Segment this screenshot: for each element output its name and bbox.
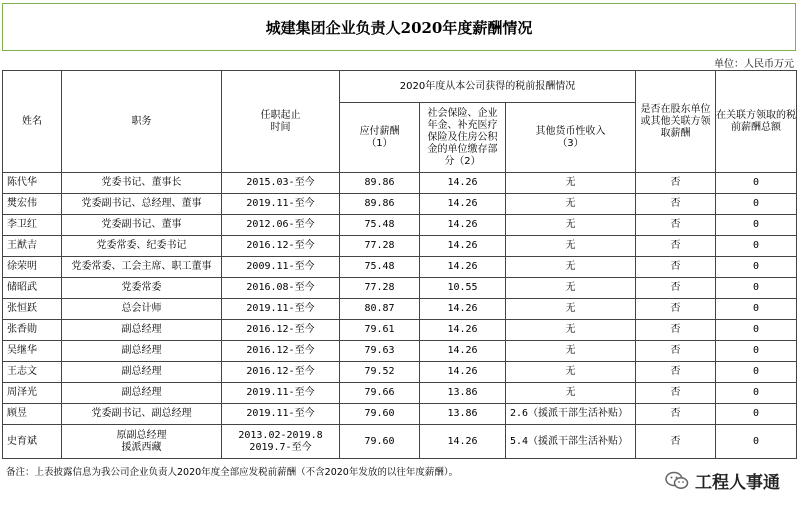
row-position: 副总经理 bbox=[62, 320, 222, 341]
row-social: 10.55 bbox=[420, 278, 506, 299]
table-row bbox=[3, 383, 797, 404]
row-other: 无 bbox=[506, 236, 636, 257]
row-other: 无 bbox=[506, 341, 636, 362]
row-social: 13.86 bbox=[420, 404, 506, 425]
row-name: 顾昱 bbox=[3, 404, 62, 425]
row-total: 0 bbox=[716, 236, 797, 257]
row-term: 2016.12-至今 bbox=[222, 341, 340, 362]
row-term: 2019.11-至今 bbox=[222, 404, 340, 425]
row-other: 无 bbox=[506, 194, 636, 215]
header-name: 姓名 bbox=[3, 71, 62, 173]
brand-name: 工程人事通 bbox=[695, 473, 780, 493]
row-total: 0 bbox=[716, 341, 797, 362]
row-flag: 否 bbox=[636, 236, 716, 257]
row-position: 副总经理 bbox=[62, 362, 222, 383]
row-social: 14.26 bbox=[420, 257, 506, 278]
row-name: 周泽光 bbox=[3, 383, 62, 404]
row-position: 党委副书记、副总经理 bbox=[62, 404, 222, 425]
table-row bbox=[3, 215, 797, 236]
row-term: 2019.11-至今 bbox=[222, 299, 340, 320]
row-name: 吴继华 bbox=[3, 341, 62, 362]
row-flag: 否 bbox=[636, 194, 716, 215]
table-row bbox=[3, 425, 797, 459]
row-position: 党委常委 bbox=[62, 278, 222, 299]
wechat-icon bbox=[665, 471, 689, 491]
row-other: 无 bbox=[506, 257, 636, 278]
row-salary: 89.86 bbox=[340, 173, 420, 194]
row-name: 史育斌 bbox=[3, 425, 62, 459]
row-term: 2019.11-至今 bbox=[222, 383, 340, 404]
row-position: 党委副书记、董事 bbox=[62, 215, 222, 236]
header-salary: 应付薪酬（1） bbox=[340, 103, 420, 173]
row-position: 党委书记、董事长 bbox=[62, 173, 222, 194]
header-group: 2020年度从本公司获得的税前报酬情况 bbox=[340, 71, 636, 103]
row-social: 13.86 bbox=[420, 383, 506, 404]
table-row bbox=[3, 404, 797, 425]
header-related-flag: 是否在股东单位或其他关联方领取薪酬 bbox=[636, 71, 716, 173]
row-social: 14.26 bbox=[420, 362, 506, 383]
row-total: 0 bbox=[716, 278, 797, 299]
row-term: 2013.02-2019.8 2019.7-至今 bbox=[222, 425, 340, 459]
row-total: 0 bbox=[716, 257, 797, 278]
row-other: 2.6（援派干部生活补贴） bbox=[506, 404, 636, 425]
header-other: 其他货币性收入（3） bbox=[506, 103, 636, 173]
row-salary: 79.60 bbox=[340, 425, 420, 459]
row-term: 2019.11-至今 bbox=[222, 194, 340, 215]
row-other: 无 bbox=[506, 362, 636, 383]
row-other: 无 bbox=[506, 299, 636, 320]
row-name: 燓宏伟 bbox=[3, 194, 62, 215]
row-flag: 否 bbox=[636, 215, 716, 236]
row-salary: 79.63 bbox=[340, 341, 420, 362]
row-term: 2016.08-至今 bbox=[222, 278, 340, 299]
table-row bbox=[3, 173, 797, 194]
row-social: 14.26 bbox=[420, 173, 506, 194]
row-flag: 否 bbox=[636, 362, 716, 383]
salary-table bbox=[2, 70, 797, 459]
row-total: 0 bbox=[716, 299, 797, 320]
row-total: 0 bbox=[716, 194, 797, 215]
row-flag: 否 bbox=[636, 383, 716, 404]
row-social: 14.26 bbox=[420, 215, 506, 236]
row-salary: 75.48 bbox=[340, 257, 420, 278]
brand-mark bbox=[665, 468, 780, 493]
row-other: 无 bbox=[506, 383, 636, 404]
row-salary: 89.86 bbox=[340, 194, 420, 215]
table-row bbox=[3, 341, 797, 362]
row-name: 王志文 bbox=[3, 362, 62, 383]
table-row bbox=[3, 278, 797, 299]
row-position: 副总经理 bbox=[62, 341, 222, 362]
unit-label: 单位：人民币万元 bbox=[714, 59, 794, 70]
row-name: 张香勋 bbox=[3, 320, 62, 341]
table-row bbox=[3, 194, 797, 215]
row-flag: 否 bbox=[636, 173, 716, 194]
row-total: 0 bbox=[716, 320, 797, 341]
row-social: 14.26 bbox=[420, 236, 506, 257]
row-name: 李卫红 bbox=[3, 215, 62, 236]
row-flag: 否 bbox=[636, 341, 716, 362]
row-term: 2009.11-至今 bbox=[222, 257, 340, 278]
row-term: 2012.06-至今 bbox=[222, 215, 340, 236]
row-social: 14.26 bbox=[420, 341, 506, 362]
row-name: 陈代华 bbox=[3, 173, 62, 194]
row-position: 副总经理 bbox=[62, 383, 222, 404]
footnote: 备注：上表披露信息为我公司企业负责人2020年度全部应发税前薪酬（不含2020年发放的以往年度薪酬）。 bbox=[6, 467, 459, 478]
row-flag: 否 bbox=[636, 278, 716, 299]
header-related-total: 在关联方领取的税前薪酬总额 bbox=[716, 71, 797, 173]
row-salary: 77.28 bbox=[340, 236, 420, 257]
header-social: 社会保险、企业年金、补充医疗保险及住房公积金的单位缴存部分（2） bbox=[420, 103, 506, 173]
row-position: 党委副书记、总经理、董事 bbox=[62, 194, 222, 215]
row-flag: 否 bbox=[636, 404, 716, 425]
row-social: 14.26 bbox=[420, 425, 506, 459]
row-other: 无 bbox=[506, 215, 636, 236]
header-position: 职务 bbox=[62, 71, 222, 173]
row-position: 原副总经理 援派西藏 bbox=[62, 425, 222, 459]
row-flag: 否 bbox=[636, 425, 716, 459]
header-term: 任职起止时间 bbox=[222, 71, 340, 173]
row-total: 0 bbox=[716, 362, 797, 383]
title-box bbox=[2, 3, 796, 51]
row-term: 2016.12-至今 bbox=[222, 362, 340, 383]
row-total: 0 bbox=[716, 425, 797, 459]
row-name: 徐荣明 bbox=[3, 257, 62, 278]
row-term: 2016.12-至今 bbox=[222, 320, 340, 341]
row-salary: 75.48 bbox=[340, 215, 420, 236]
row-salary: 79.66 bbox=[340, 383, 420, 404]
row-total: 0 bbox=[716, 173, 797, 194]
row-term: 2016.12-至今 bbox=[222, 236, 340, 257]
row-name: 张恒跃 bbox=[3, 299, 62, 320]
row-position: 总会计师 bbox=[62, 299, 222, 320]
row-social: 14.26 bbox=[420, 299, 506, 320]
row-total: 0 bbox=[716, 383, 797, 404]
row-flag: 否 bbox=[636, 320, 716, 341]
row-salary: 79.61 bbox=[340, 320, 420, 341]
row-salary: 80.87 bbox=[340, 299, 420, 320]
row-term: 2015.03-至今 bbox=[222, 173, 340, 194]
row-name: 储昭武 bbox=[3, 278, 62, 299]
row-other: 无 bbox=[506, 173, 636, 194]
row-social: 14.26 bbox=[420, 194, 506, 215]
row-salary: 79.60 bbox=[340, 404, 420, 425]
row-flag: 否 bbox=[636, 257, 716, 278]
row-total: 0 bbox=[716, 215, 797, 236]
table-row bbox=[3, 236, 797, 257]
row-other: 无 bbox=[506, 278, 636, 299]
row-other: 5.4（援派干部生活补贴） bbox=[506, 425, 636, 459]
row-name: 王猷吉 bbox=[3, 236, 62, 257]
table-row bbox=[3, 362, 797, 383]
row-flag: 否 bbox=[636, 299, 716, 320]
row-total: 0 bbox=[716, 404, 797, 425]
table-row bbox=[3, 257, 797, 278]
row-position: 党委常委、工会主席、职工董事 bbox=[62, 257, 222, 278]
row-salary: 77.28 bbox=[340, 278, 420, 299]
row-position: 党委常委、纪委书记 bbox=[62, 236, 222, 257]
row-other: 无 bbox=[506, 320, 636, 341]
row-salary: 79.52 bbox=[340, 362, 420, 383]
row-social: 14.26 bbox=[420, 320, 506, 341]
page-title: 城建集团企业负责人2020年度薪酬情况 bbox=[265, 19, 533, 37]
table-row bbox=[3, 320, 797, 341]
table-row bbox=[3, 299, 797, 320]
